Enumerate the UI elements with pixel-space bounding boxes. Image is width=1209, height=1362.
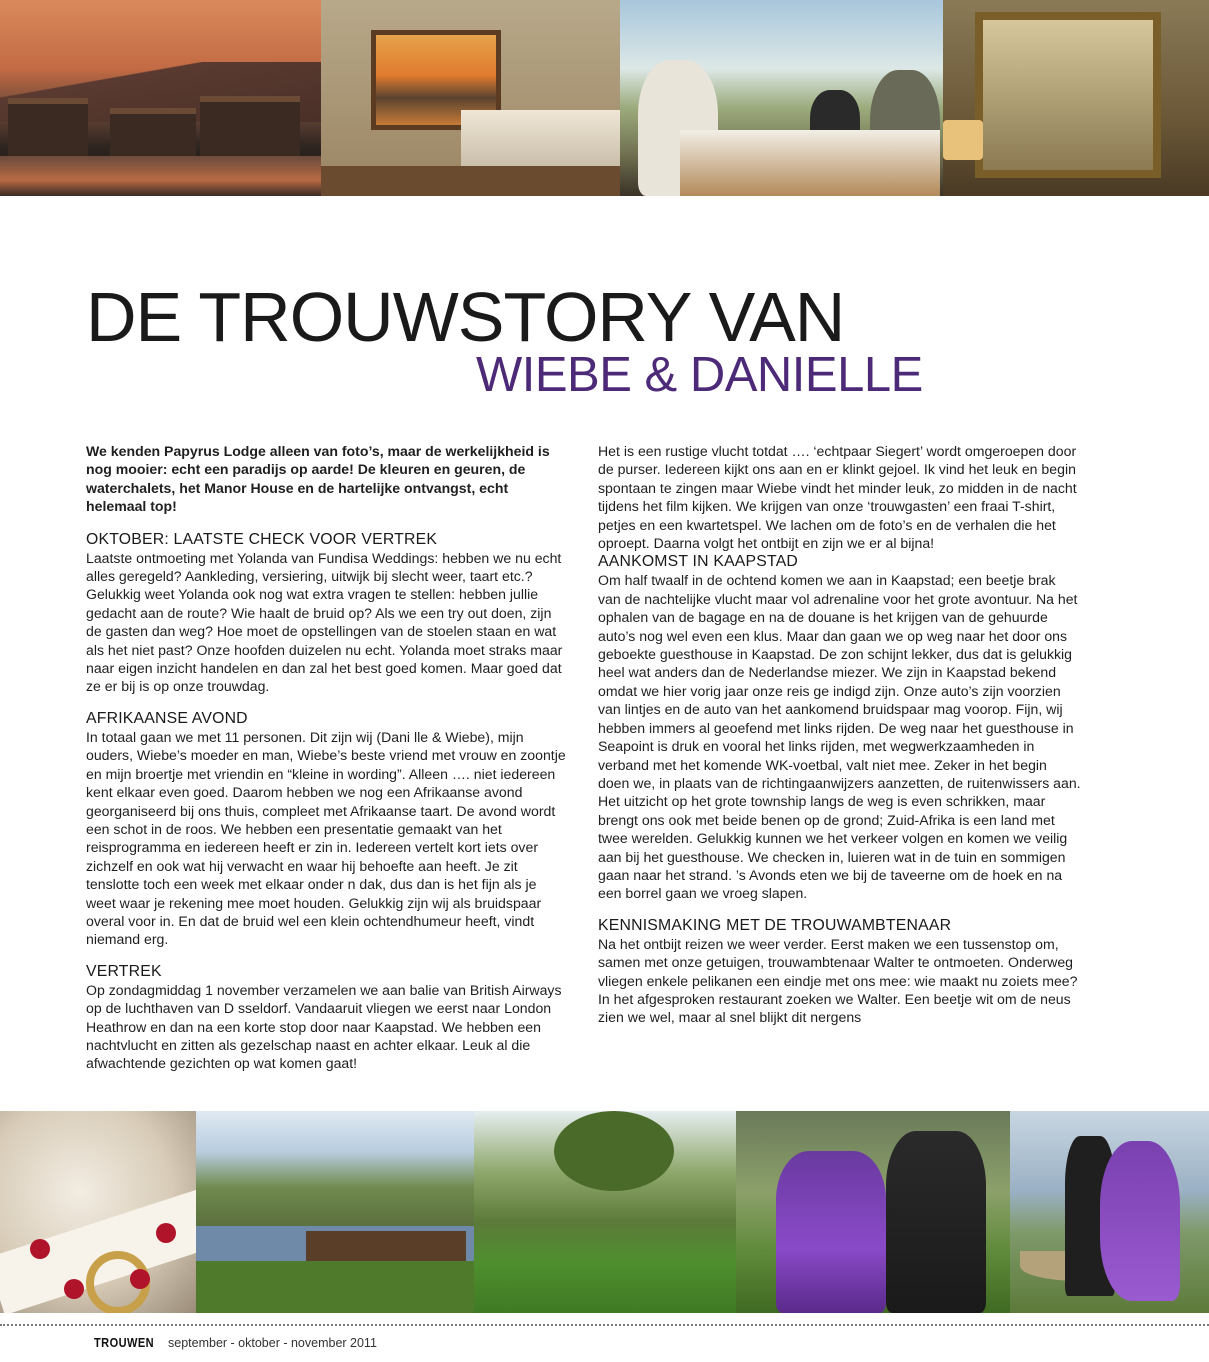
section-heading: AFRIKAANSE AVOND xyxy=(86,709,248,727)
photo-chalet-interior xyxy=(321,0,620,196)
photo-couple-boat xyxy=(1010,1111,1209,1313)
photo-outdoor-dinner xyxy=(620,0,943,196)
section-body: In totaal gaan we met 11 personen. Dit zijn wij (Dani lle & Wiebe), mijn ouders, Wiebe’s moeder en man, Wiebe’s beste vriend met vrouw en zoontje en mijn broertje met vriendin en “kleine in wording”. Alleen …. niet iedereen kent elkaar even goed. Daarom hebben we nog een Afrikaanse avond georganiseerd bij ons thuis, compleet met Afrikaanse taart. De avond wordt een schot in de roos. We hebben een presentatie gemaakt van het reisprogramma en iedereen heeft er zin in. Iedereen vertelt kort iets over zichzelf en ook wat hij verwacht en waar hij behoefte aan heeft. Je zit tenslotte toch een week met elkaar onder n dak, dus dan is het fijn als je weet waar je rekening mee moet houden. Gelukkig zijn wij als bruidspaar overal voor in. En dat de bruid wel een klein ochtendhumeur heeft, vindt niemand erg. xyxy=(86,728,566,948)
article-column-left xyxy=(86,442,570,1086)
section-body: Op zondagmiddag 1 november verzamelen we aan balie van British Airways op de luchthaven van D sseldorf. Vandaaruit vliegen we eerst naar London Heathrow en dan na een korte stop door naar Kaapstad. We hebben een nachtvlucht en zitten als gezelschap naast en achter elkaar. Leuk al die afwachtende gezichten op wat komen gaat! xyxy=(86,981,562,1072)
article-lead: We kenden Papyrus Lodge alleen van foto’s, maar de werkelijkheid is nog mooier: echt een paradijs op aarde! De kleuren en geuren, de waterchalets, het Manor House en de hartelijke ontvangst, echt helemaal top! xyxy=(86,443,550,515)
footer-magazine-name: TROUWEN xyxy=(94,1335,155,1350)
section-heading: KENNISMAKING MET DE TROUWAMBTENAAR xyxy=(598,916,952,934)
article-column-right xyxy=(598,442,1082,1040)
photo-couple-walking xyxy=(736,1111,1010,1313)
photo-jetty-ceremony xyxy=(196,1111,474,1313)
article-section xyxy=(598,916,1082,1027)
photo-rings-closeup xyxy=(0,1111,196,1313)
section-heading: VERTREK xyxy=(86,962,162,980)
article-section xyxy=(86,709,570,949)
article-section xyxy=(86,962,570,1073)
title-line-1: DE TROUWSTORY VAN xyxy=(86,278,845,356)
section-body: Om half twaalf in de ochtend komen we aan in Kaapstad; een beetje brak van de nachtelijke vlucht maar vol adrenaline voor het grote avontuur. Na het ophalen van de bagage en na de douane is het krijgen van de gehuurde auto’s nog wel even een klus. Maar dan gaan we op weg naar het door ons geboekte guesthouse in Kaapstad. De zon schijnt lekker, dus dat is gelukkig heel wat anders dan de Nederlandse miezer. We zijn in Kaapstad bekend omdat we hier vorig jaar onze reis ge indigd zijn. Onze auto’s zijn voorzien van lintjes en de auto van het aankomend bruidspaar mag voorop. Fijn, wij hebben immers al geoefend met links rijden. De weg naar het guesthouse in Seapoint is druk en vooral het links rijden, met wegwerkzaamheden in verband met het komende WK-voetbal, valt niet mee. Zeker in het begin doen we, in plaats van de richtingaanwijzers aanzetten, de ruitenwissers aan. Het uitzicht op het grote township langs de weg is even schrikken, maar brengt ons ook met beide benen op de grond; Zuid-Afrika is een land met twee werelden. Gelukkig kunnen we het verkeer volgen en komen we veilig aan bij het guesthouse. We checken in, luieren wat in de tuin en sommigen gaan naar het strand. ’s Avonds eten we bij de taveerne om de hoek en na een borrel gaan we vroeg slapen. xyxy=(598,572,1081,902)
article-section xyxy=(86,530,570,696)
section-heading: AANKOMST IN KAAPSTAD xyxy=(598,553,799,571)
section-heading: OKTOBER: LAATSTE CHECK VOOR VERTREK xyxy=(86,530,438,548)
footer-divider xyxy=(0,1324,1209,1326)
section-body: Laatste ontmoeting met Yolanda van Fundisa Weddings: hebben we nu echt alles geregeld? Aankleding, versiering, uitwijk bij slecht weer, taart etc.? Gelukkig weet Yolanda ook nog wat extra vragen te stellen: hebben jullie gedacht aan de route? Wie haalt de bruid op? Als we een try out doen, zijn de gasten dan weg? Hoe moet de opstellingen van de stoelen staan en wat als het niet past? Onze hoofden duizelen nu echt. Yolanda moet straks maar naar eigen inzicht handelen en dan zal het best goed komen. Maar goed dat ze er bij is op onze trouwdag. xyxy=(86,549,563,695)
footer-issue-date: september - oktober - november 2011 xyxy=(168,1336,377,1350)
article-section xyxy=(598,552,1082,902)
photo-manor-house-room xyxy=(943,0,1209,196)
title-line-2: WIEBE & DANIELLE xyxy=(476,348,923,402)
photo-water-chalets-sunset xyxy=(0,0,321,196)
section-body: Na het ontbijt reizen we weer verder. Eerst maken we een tussenstop om, samen met onze getuigen, trouwambtenaar Walter te ontmoeten. Onderweg vliegen enkele pelikanen een eindje met ons mee: wie maakt nu zoiets mee? In het afgesproken restaurant zoeken we Walter. Een beetje wit om de neus zien we wel, maar al snel blijkt dit nergens xyxy=(598,935,1078,1026)
article-intro: Het is een rustige vlucht totdat …. ‘echtpaar Siegert’ wordt omgeroepen door de purser. Iedereen kijkt ons aan en er klinkt gejoel. Ik vind het leuk en begin spontaan te zingen maar Wiebe vindt het minder leuk, zo midden in de nacht tijdens het film kijken. We krijgen van onze ‘trouwgasten’ een fraai T-shirt, petjes en een kwartetspel. We lachen om de foto’s en de verhalen die het oproept. Daarna volgt het ontbijt en zijn we er al bijna! xyxy=(598,443,1077,552)
photo-garden-guests xyxy=(474,1111,736,1313)
